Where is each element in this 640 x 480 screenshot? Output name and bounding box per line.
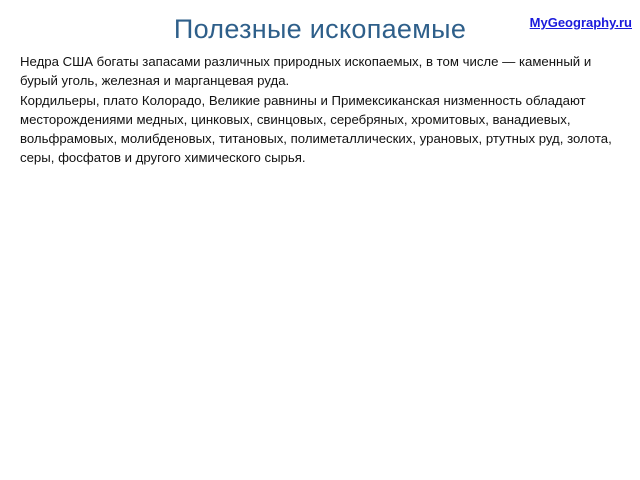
paragraph-resources: Недра США богаты запасами различных природных ископаемых, в том числе — каменный и бурый уголь, железная и марганцевая руда.	[20, 54, 592, 89]
site-link[interactable]: MyGeography.ru	[529, 15, 632, 30]
slide-title: Полезные ископаемые	[173, 14, 467, 44]
paragraph-deposits: Кордильеры, плато Колорадо, Великие равнины и Примексиканская низменность обладают месторождениями медных, цинковых, свинцовых, серебряных, хромитовых, ванадиевых, вольфрамовых, молибденовых, титановых, полиметаллических, урановых, ртутных руд, золота, серы, фосфатов и другого химического сырья.	[20, 92, 612, 166]
slide-body	[20, 52, 628, 168]
